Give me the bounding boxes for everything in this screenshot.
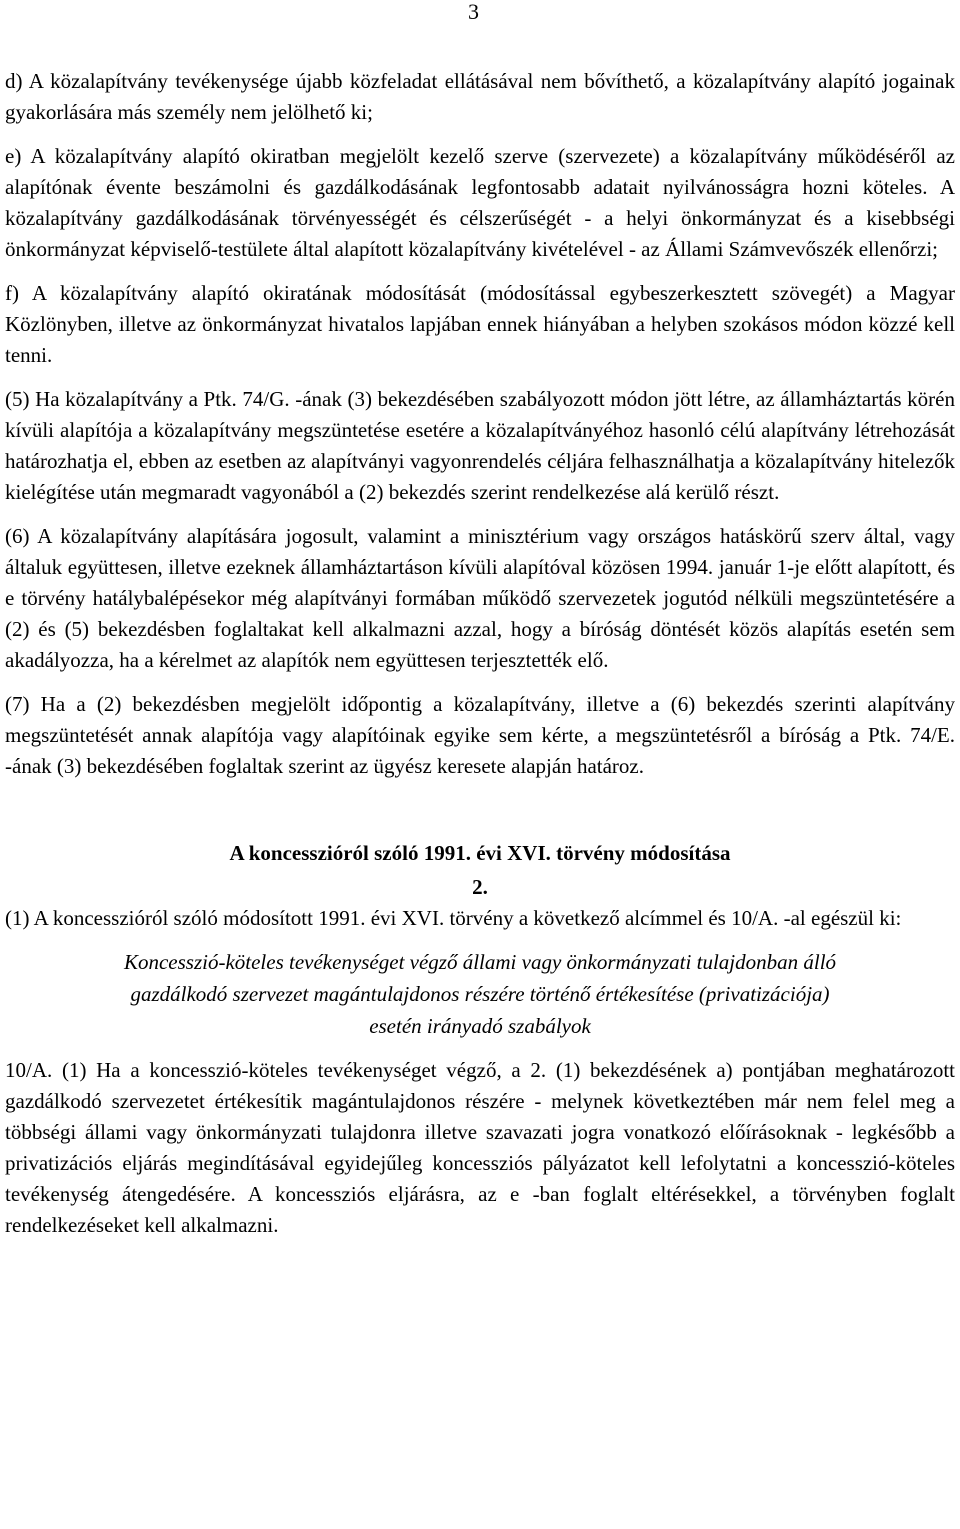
paragraph-7: (7) Ha a (2) bekezdésben megjelölt időpontig a közalapítvány, illetve a (6) bekezdés szerinti alapítvány megszüntetését annak alapítója vagy alapítóinak egyike sem kérte, a megszüntetésről a bíróság a Ptk. 74/E. -ának (3) bekezdésében foglaltak szerint az ügyész keresete alapján határoz. (5, 692, 955, 778)
section-number: 2. (472, 875, 488, 899)
section-paragraph-10a: 10/A. (1) Ha a koncesszió-köteles tevékenységet végző, a 2. (1) bekezdésének a) pontjában meghatározott gazdálkodó szervezetet értékesítik magántulajdonos részére - melynek következtében már nem felel meg a többségi állami vagy önkormányzati tulajdonra illetve szavazati jogra vonatkozó előírásoknak - legkésőbb a privatizációs eljárás megindításával egyidejűleg koncessziós pályázatot kell lefolytatni a koncesszió-köteles tevékenység átengedésére. A koncessziós eljárásra, az e -ban foglalt eltérésekkel, a törvényben foglalt rendelkezéseket kell alkalmazni. (5, 1058, 955, 1237)
document-body (5, 66, 955, 1241)
italic-subtitle-line-1: Koncesszió-köteles tevékenységet végző állami vagy önkormányzati tulajdonban álló (123, 950, 837, 974)
paragraph-d: d) A közalapítvány tevékenysége újabb közfeladat ellátásával nem bővíthető, a közalapítvány alapító jogainak gyakorlására más személy nem jelölhető ki; (5, 69, 955, 124)
italic-subtitle-line-3: esetén irányadó szabályok (369, 1014, 591, 1038)
italic-subtitle-line-2: gazdálkodó szervezet magántulajdonos részére történő értékesítése (privatizációja) (130, 982, 830, 1006)
paragraph-5: (5) Ha közalapítvány a Ptk. 74/G. -ának (3) bekezdésében szabályozott módon jött létre, az államháztartás körén kívüli alapítója a közalapítvány megszüntetése esetére a közalapítványéhoz hasonló célú alapítvány létrehozását határozhatja el, ebben az esetben az alapítványi vagyonrendelés céljára felhasználhatja a közalapítvány hitelezők kielégítése után megmaradt vagyonából a (2) bekezdés szerint rendelkezése alá kerülő részt. (5, 387, 955, 504)
section-paragraph-1: (1) A koncesszióról szóló módosított 1991. évi XVI. törvény a következő alcímmel és 10/A. -al egészül ki: (5, 906, 902, 930)
paragraph-e: e) A közalapítvány alapító okiratban megjelölt kezelő szerve (szervezete) a közalapítvány működéséről az alapítónak évente beszámolni és gazdálkodásának legfontosabb adatait nyilvánosságra hozni köteles. A közalapítvány gazdálkodásának törvényességét és célszerűségét - a helyi önkormányzat és a kisebbségi önkormányzat képviselő-testülete által alapított közalapítvány kivételével - az Állami Számvevőszék ellenőrzi; (5, 144, 955, 261)
italic-subtitle (5, 946, 955, 1042)
paragraph-6: (6) A közalapítvány alapítására jogosult, valamint a minisztérium vagy országos hatáskörű szerv által, vagy általuk együttesen, illetve ezeknek államháztartáson kívüli alapítóval közösen 1994. január 1-je előtt alapított, és e törvény hatálybalépésekor még alapítványi formában működő szervezetek jogutód nélküli megszüntetésére a (2) és (5) bekezdésben foglaltakat kell alkalmazni azzal, hogy a bíróság döntését közös alapítás esetén sem akadályozza, ha a kérelmet az alapítók nem együttesen terjesztették elő. (5, 524, 955, 672)
paragraph-f: f) A közalapítvány alapító okiratának módosítását (módosítással egybeszerkesztett szövegét) a Magyar Közlönyben, illetve az önkormányzat hivatalos lapjában ennek hiányában a helyben szokásos módon közzé kell tenni. (5, 281, 955, 367)
page-number: 3 (468, 0, 479, 24)
section-heading: A koncesszióról szóló 1991. évi XVI. törvény módosítása (229, 841, 731, 865)
